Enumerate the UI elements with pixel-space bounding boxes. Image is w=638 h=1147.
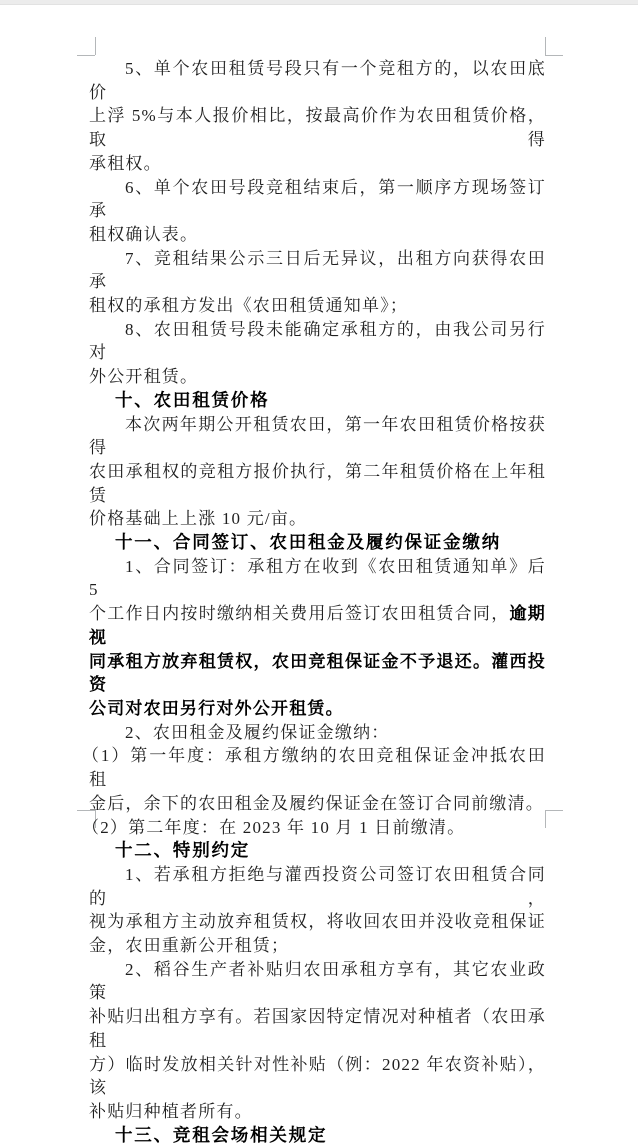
text-boundary-mark-top-left-vertical [95, 37, 96, 55]
text-line [89, 1100, 546, 1124]
paragraph [89, 247, 546, 318]
text-line [89, 1053, 546, 1100]
paragraph [89, 555, 546, 721]
paragraph [82, 744, 546, 815]
text-boundary-mark-top-left-horizontal [77, 55, 95, 56]
section-heading [89, 531, 546, 555]
page-top-edge [0, 0, 638, 5]
paragraph [82, 816, 546, 840]
text-run: 金后，余下的农田租金及履约保证金在签订合同前缴清。 [89, 793, 544, 813]
text-run: 农田承租权的竞租方报价执行，第二年租赁价格在上年租赁 [89, 461, 546, 505]
text-line [89, 958, 546, 1005]
text-line [89, 413, 546, 460]
bold-text-run: 十二、特别约定 [115, 840, 251, 861]
section-heading [89, 1124, 546, 1147]
text-line [89, 863, 546, 910]
text-line [82, 816, 546, 840]
paragraph [89, 176, 546, 247]
paragraph [89, 413, 546, 532]
section-heading [89, 839, 546, 863]
text-run: 7、竞租结果公示三日后无异议，出租方向获得农田承 [89, 248, 546, 292]
text-line [89, 365, 546, 389]
bold-text-run: 十一、合同签订、农田租金及履约保证金缴纳 [115, 532, 501, 553]
paragraph [89, 57, 546, 176]
text-run: （2）第二年度：在 2023 年 10 月 1 日前缴清。 [82, 817, 466, 837]
text-run: 个工作日内按时缴纳相关费用后签订农田租赁合同， [89, 604, 510, 624]
text-line [89, 839, 546, 863]
text-line [89, 531, 546, 555]
bold-text-run: 逾期视 [89, 604, 546, 647]
text-line [89, 176, 546, 223]
text-run: 2、稻谷生产者补贴归农田承租方享有，其它农业政策 [89, 959, 546, 1003]
text-line [82, 744, 546, 791]
text-run: 视为承租方主动放弃租赁权，将收回农田并没收竞租保证 [89, 912, 546, 932]
text-line [89, 910, 546, 934]
section-heading [89, 389, 546, 413]
text-line [89, 1124, 546, 1147]
text-run: 本次两年期公开租赁农田，第一年农田租赁价格按获得 [89, 414, 546, 458]
paragraph [89, 721, 546, 745]
bold-text-run: 十、农田租赁价格 [115, 389, 270, 410]
text-line [89, 152, 546, 176]
text-boundary-mark-top-right-vertical [545, 37, 546, 55]
paragraph [89, 863, 546, 958]
text-line [89, 294, 546, 318]
text-run: （1）第一年度：承租方缴纳的农田竞租保证金冲抵农田租 [82, 746, 546, 790]
text-line [89, 650, 546, 697]
text-content[interactable] [82, 57, 546, 1147]
text-run: 金，农田重新公开租赁； [89, 936, 290, 956]
text-run: 上浮 5%与本人报价相比，按最高价作为农田租赁价格，取得 [89, 106, 546, 150]
text-line [89, 507, 546, 531]
text-run: 5、单个农田租赁号段只有一个竞租方的，以农田底价 [89, 59, 546, 102]
text-line [89, 697, 546, 721]
text-run: 6、单个农田号段竞租结束后，第一顺序方现场签订承 [89, 177, 546, 221]
text-line [89, 721, 546, 745]
text-run: 外公开租赁。 [89, 367, 199, 387]
text-run: 1、合同签订：承租方在收到《农田租赁通知单》后 5 [89, 556, 546, 600]
paragraph [89, 958, 546, 1124]
text-run: 1、若承租方拒绝与灌西投资公司签订农田租赁合同的， [89, 864, 546, 908]
text-line [89, 460, 546, 507]
text-run: 补贴归种植者所有。 [89, 1101, 253, 1121]
text-line [89, 602, 546, 649]
text-line [89, 1005, 546, 1052]
text-boundary-mark-top-right-horizontal [545, 55, 563, 56]
text-run: 租权的承租方发出《农田租赁通知单》； [89, 296, 409, 316]
text-line [89, 223, 546, 247]
text-line [89, 389, 546, 413]
text-line [89, 934, 546, 958]
text-line [89, 104, 546, 151]
text-line [89, 792, 546, 816]
text-line [89, 318, 546, 365]
text-run: 租权确认表。 [89, 224, 199, 244]
text-run: 方）临时发放相关针对性补贴（例：2022 年农资补贴），该 [89, 1054, 546, 1098]
bold-text-run: 公司对农田另行对外公开租赁。 [89, 698, 344, 718]
text-boundary-mark-bottom-right-horizontal [545, 810, 563, 811]
text-run: 补贴归出租方享有。若国家因特定情况对种植者（农田承租 [89, 1007, 546, 1050]
text-run: 价格基础上上涨 10 元/亩。 [89, 509, 308, 529]
text-line [89, 555, 546, 602]
text-line [89, 247, 546, 294]
text-run: 承租权。 [89, 153, 162, 173]
text-run: 2、农田租金及履约保证金缴纳： [125, 722, 390, 742]
text-run: 8、农田租赁号段未能确定承租方的，由我公司另行对 [89, 319, 546, 363]
bold-text-run: 同承租方放弃租赁权，农田竞租保证金不予退还。灌西投资 [89, 651, 546, 695]
text-line [89, 57, 546, 104]
paragraph [89, 318, 546, 389]
bold-text-run: 十三、竞租会场相关规定 [115, 1124, 328, 1145]
